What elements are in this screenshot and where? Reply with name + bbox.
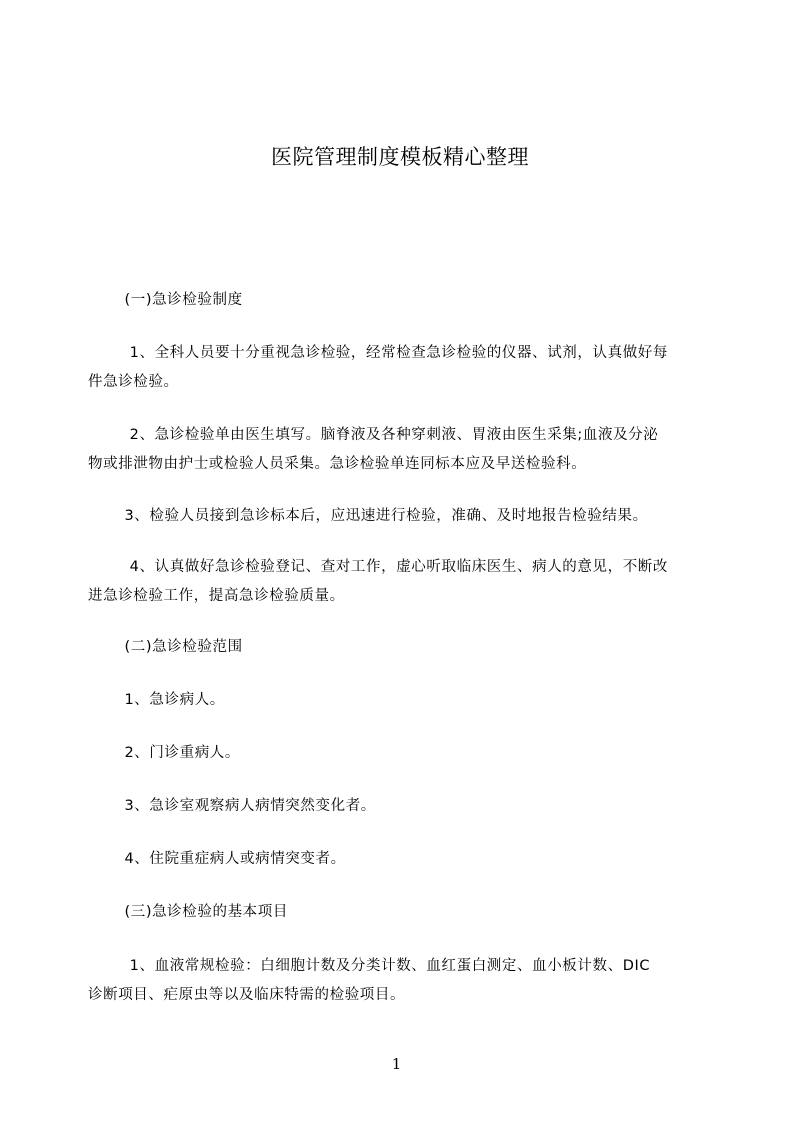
paragraph-line: 进急诊检验工作，提高急诊检验质量。	[88, 588, 345, 604]
paragraph-line: 4、住院重症病人或病情突变者。	[88, 851, 346, 867]
paragraph-scope-3	[88, 792, 712, 821]
document-title: 医院管理制度模板精心整理	[271, 145, 529, 169]
page-number: 1	[391, 1055, 402, 1073]
paragraph-section-3-heading	[88, 898, 712, 927]
paragraph-line: 3、检验人员接到急诊标本后，应迅速进行检验，准确、及时地报告检验结果。	[88, 508, 648, 524]
paragraph-line: 2、急诊检验单由医生填写。脑脊液及各种穿刺液、胃液由医生采集;血液及分泌	[88, 427, 659, 443]
paragraph-line: 4、认真做好急诊检验登记、查对工作，虚心听取临床医生、病人的意见，不断改	[88, 559, 668, 575]
paragraph-line: 物或排泄物由护士或检验人员采集。急诊检验单连同标本应及早送检验科。	[88, 456, 587, 472]
paragraph-item-1	[88, 339, 712, 397]
paragraph-line: 1、血液常规检验：白细胞计数及分类计数、血红蛋白测定、血小板计数、DIC	[88, 958, 651, 974]
paragraph-line: (三)急诊检验的基本项目	[88, 904, 288, 920]
paragraph-line: 2、门诊重病人。	[88, 745, 240, 761]
paragraph-line: 3、急诊室观察病人病情突然变化者。	[88, 798, 376, 814]
paragraph-line: 1、急诊病人。	[88, 692, 225, 708]
paragraph-item-3	[88, 502, 712, 531]
paragraph-scope-2	[88, 739, 712, 768]
paragraph-line: 诊断项目、疟原虫等以及临床特需的检验项目。	[88, 987, 406, 1003]
paragraph-scope-4	[88, 845, 712, 874]
paragraph-item-4	[88, 553, 712, 611]
paragraph-line: 1、全科人员要十分重视急诊检验，经常检查急诊检验的仪器、试剂，认真做好每	[88, 345, 668, 361]
paragraph-basic-item-1	[88, 952, 712, 1010]
paragraph-section-2-heading	[88, 633, 712, 662]
paragraph-line: 件急诊检验。	[88, 374, 179, 390]
paragraph-line: (二)急诊检验范围	[88, 639, 243, 655]
paragraph-item-2	[88, 421, 712, 479]
paragraph-scope-1	[88, 686, 712, 715]
paragraph-line: (一)急诊检验制度	[88, 292, 243, 308]
paragraph-section-1-heading	[88, 286, 712, 315]
